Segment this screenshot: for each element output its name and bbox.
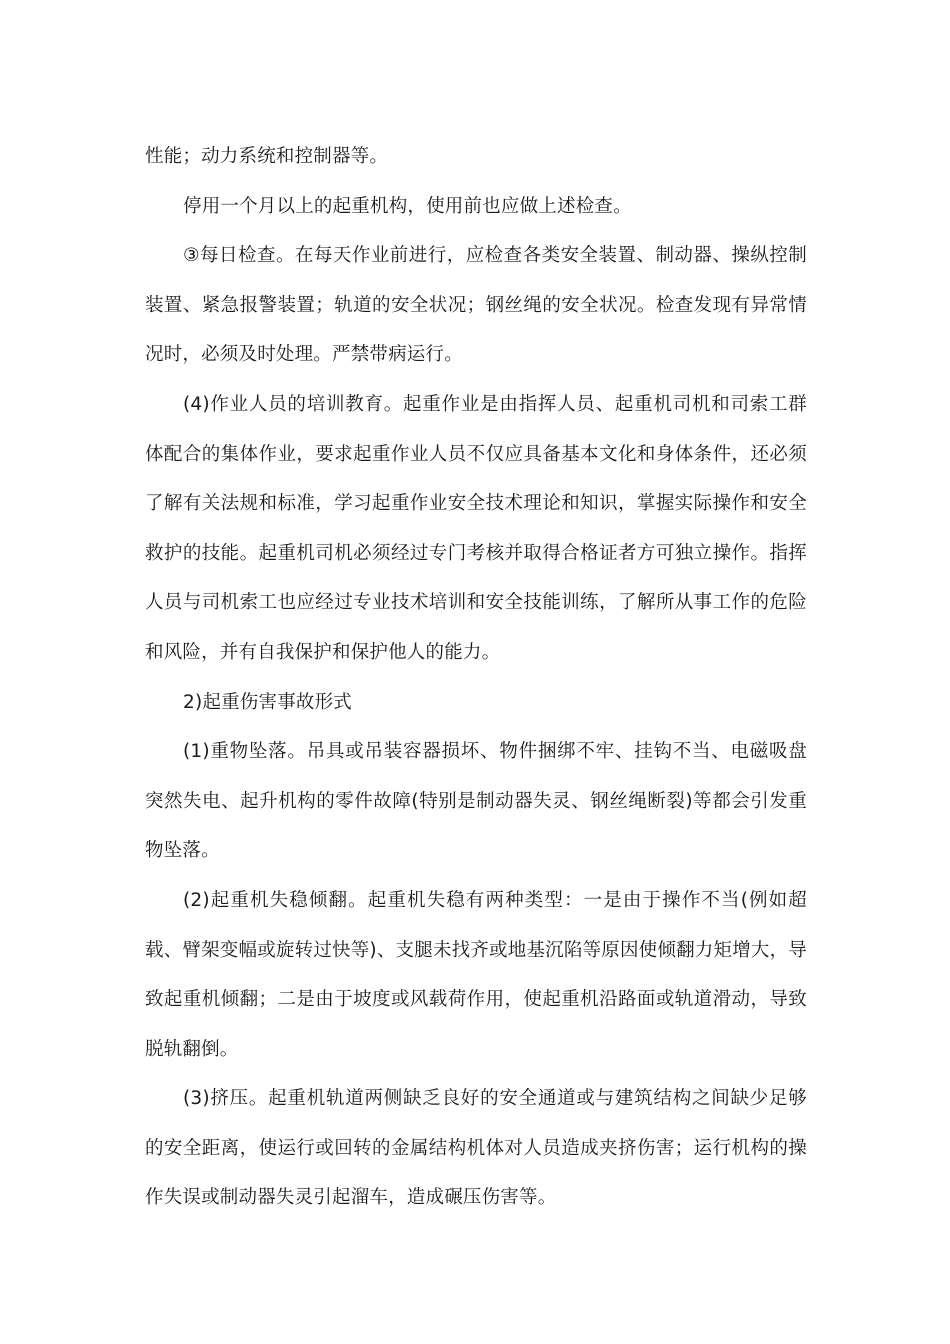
document-body: [145, 132, 807, 1223]
paragraph-operator-training: (4)作业人员的培训教育。起重作业是由指挥人员、起重机司机和司索工群体配合的集体作业，要求起重作业人员不仅应具备基本文化和身体条件，还必须了解有关法规和标准，学习起重作业安全技术理论和知识，掌握实际操作和安全救护的技能。起重机司机必须经过专门考核并取得合格证者方可独立操作。指挥人员与司机索工也应经过专业技术培训和安全技能训练，了解所从事工作的危险和风险，并有自我保护和保护他人的能力。: [145, 393, 807, 663]
section-heading-accident-forms: 2)起重伤害事故形式: [183, 691, 352, 713]
paragraph-crane-overturn: (2)起重机失稳倾翻。起重机失稳有两种类型：一是由于操作不当(例如超载、臂架变幅或旋转过快等)、支腿未找齐或地基沉陷等原因使倾翻力矩增大，导致起重机倾翻；二是由于坡度或风载荷作用，使起重机沿路面或轨道滑动，导致脱轨翻倒。: [145, 889, 807, 1060]
paragraph-continuation: 性能；动力系统和控制器等。: [145, 146, 389, 167]
paragraph-daily-inspection: ③每日检查。在每天作业前进行，应检查各类安全装置、制动器、操纵控制装置、紧急报警装置；轨道的安全状况；钢丝绳的安全状况。检查发现有异常情况时，必须及时处理。严禁带病运行。: [145, 245, 807, 366]
paragraph-crushing: (3)挤压。起重机轨道两侧缺乏良好的安全通道或与建筑结构之间缺少足够的安全距离，使运行或回转的金属结构机体对人员造成夹挤伤害；运行机构的操作失误或制动器失灵引起溜车，造成碾压伤害等。: [145, 1088, 807, 1209]
paragraph-falling-load: (1)重物坠落。吊具或吊装容器损坏、物件捆绑不牢、挂钩不当、电磁吸盘突然失电、起升机构的零件故障(特别是制动器失灵、钢丝绳断裂)等都会引发重物坠落。: [145, 741, 807, 862]
paragraph-idle-inspection: 停用一个月以上的起重机构，使用前也应做上述检查。: [183, 195, 632, 217]
